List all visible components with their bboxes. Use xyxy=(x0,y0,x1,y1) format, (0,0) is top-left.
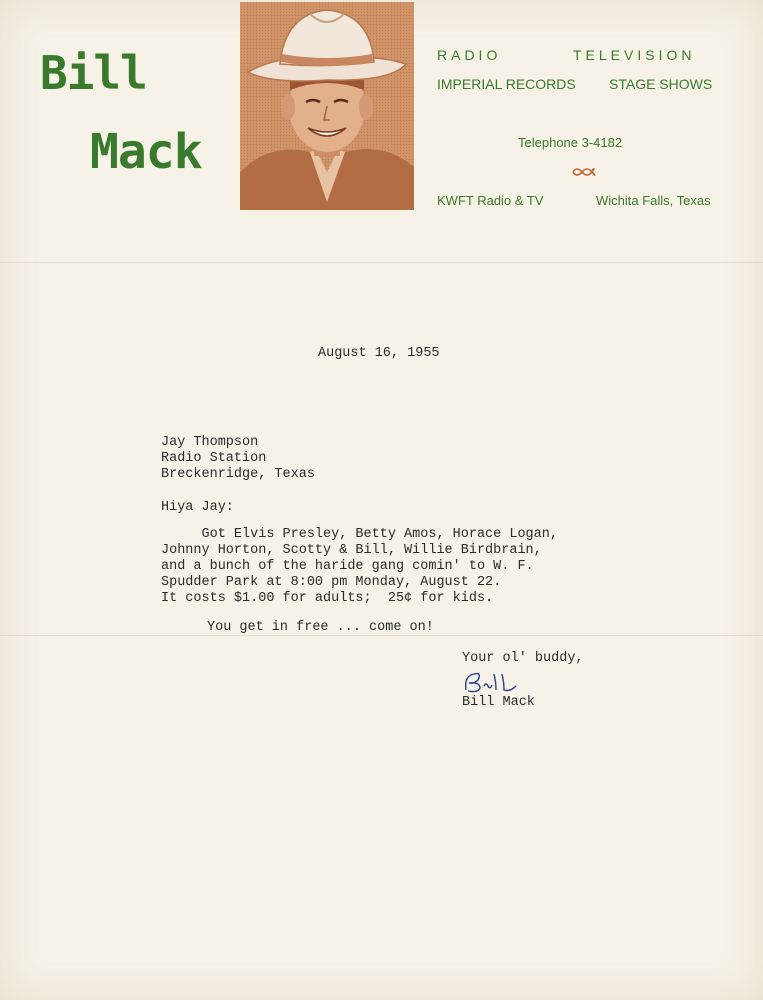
fold-line xyxy=(0,262,763,264)
letter-valediction: Your ol' buddy, xyxy=(462,651,584,666)
letter-date: August 16, 1955 xyxy=(318,346,440,361)
letterhead-name-first: Bill xyxy=(40,46,147,100)
signer-name: Bill Mack xyxy=(462,695,535,710)
letterhead-television: TELEVISION xyxy=(573,47,696,63)
recipient-address: Jay Thompson Radio Station Breckenridge, Texas xyxy=(161,435,315,482)
letterhead-telephone: Telephone 3-4182 xyxy=(518,135,623,150)
letter-body: Got Elvis Presley, Betty Amos, Horace Logan, Johnny Horton, Scotty & Bill, Willie Birdbrain, and a bunch of the haride gang comin' to W. F. Spudder Park at 8:00 pm Monday, August 22. It costs $1.00 for adults; 25¢ for kids. xyxy=(161,527,558,606)
handwritten-signature xyxy=(460,668,530,696)
letterhead-radio: RADIO xyxy=(437,47,502,63)
letterhead-station: KWFT Radio & TV xyxy=(437,193,544,208)
letterhead-city: Wichita Falls, Texas xyxy=(596,193,711,208)
letter-greeting: Hiya Jay: xyxy=(161,500,234,515)
lasso-ornament-icon xyxy=(570,165,598,179)
portrait-photo xyxy=(240,2,414,210)
letter-closing-line: You get in free ... come on! xyxy=(207,620,434,635)
letterhead-name-last: Mack xyxy=(90,124,202,180)
letterhead-imperial-records: IMPERIAL RECORDS xyxy=(437,76,576,92)
letterhead-stage-shows: STAGE SHOWS xyxy=(609,76,713,92)
